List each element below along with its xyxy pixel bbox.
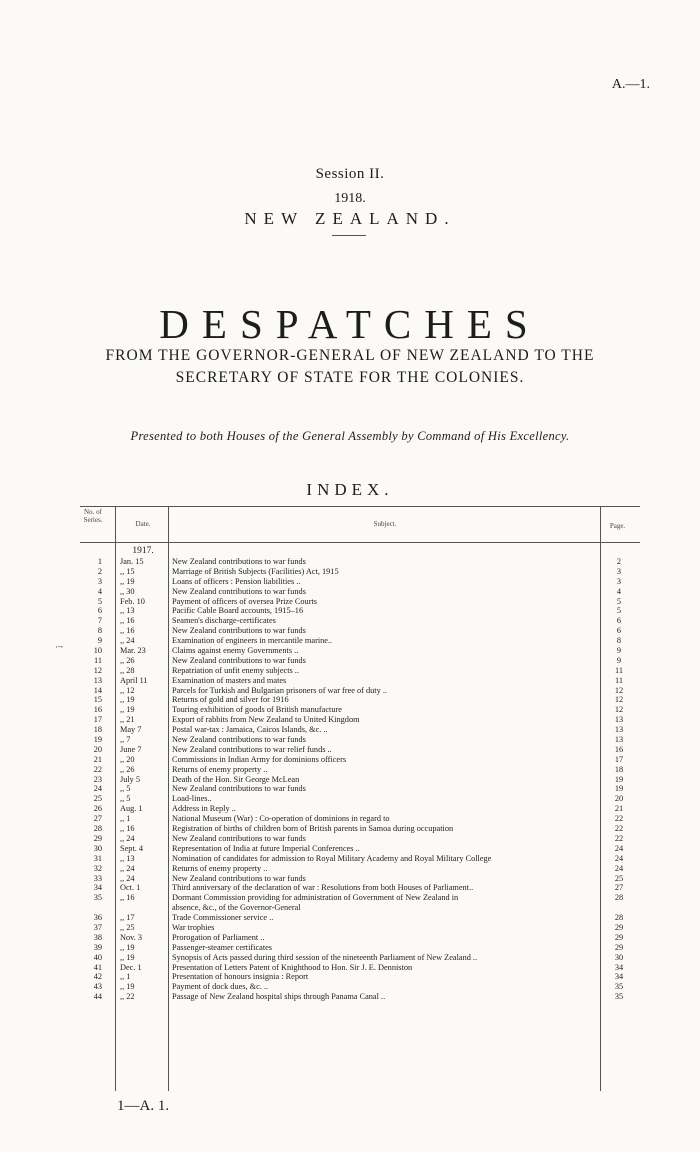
- row-subject: New Zealand contributions to war funds: [172, 557, 306, 566]
- column-header-date: Date.: [135, 520, 151, 528]
- row-subject: Pacific Cable Board accounts, 1915–16: [172, 606, 304, 616]
- row-date: ,, 24: [120, 863, 135, 873]
- table-row: [80, 953, 640, 963]
- table-row: [80, 666, 640, 676]
- session-heading: Session II.: [315, 166, 385, 182]
- row-page: 19: [614, 784, 624, 794]
- row-subject: Passage of New Zealand hospital ships through Panama Canal ..: [172, 992, 386, 1002]
- table-row: [80, 715, 640, 725]
- series-number: 27: [93, 814, 102, 824]
- row-date: ,, 25: [120, 922, 135, 932]
- row-subject: Payment of dock dues, &c. ..: [172, 982, 269, 992]
- presented-note: Presented to both Houses of the General Assembly by Command of His Excellency.: [130, 429, 570, 443]
- row-date: ,, 21: [120, 715, 135, 725]
- row-subject: Dormant Commission providing for administration of Government of New Zealand in: [172, 893, 459, 903]
- table-row: [80, 972, 640, 982]
- row-subject: War trophies: [172, 922, 215, 932]
- row-date: ,, 16: [120, 824, 135, 834]
- row-subject: Returns of gold and silver for 1916: [172, 695, 289, 705]
- row-date: June 7: [120, 744, 142, 754]
- row-subject: Claims against enemy Governments ..: [172, 646, 299, 656]
- index-table-body: [80, 557, 640, 1002]
- table-row: [80, 933, 640, 943]
- table-row: [80, 745, 640, 755]
- row-subject: Address in Reply ..: [172, 804, 236, 814]
- row-page: 16: [614, 744, 624, 754]
- table-row: [80, 982, 640, 992]
- row-date: May 7: [120, 725, 142, 735]
- series-number: 40: [93, 952, 102, 962]
- row-page: 6: [616, 616, 622, 626]
- row-page: 24: [614, 853, 624, 863]
- row-page: 18: [614, 764, 624, 774]
- table-row: [80, 844, 640, 854]
- series-number: 3: [97, 576, 102, 586]
- subtitle-line-1: FROM THE GOVERNOR-GENERAL OF NEW ZEALAND TO THE: [105, 347, 595, 364]
- series-number: 2: [97, 566, 102, 576]
- row-page: 30: [614, 952, 624, 962]
- row-subject: Touring exhibition of goods of British manufacture: [172, 705, 342, 715]
- row-subject: New Zealand contributions to war funds: [172, 873, 306, 883]
- series-number: 11: [94, 655, 102, 665]
- series-number: 35: [93, 893, 102, 903]
- table-row: [80, 893, 640, 903]
- row-page: 24: [614, 863, 624, 873]
- row-subject: Synopsis of Acts passed during third session of the nineteenth Parliament of New Zealand ..: [172, 952, 478, 962]
- table-row: [80, 814, 640, 824]
- row-page: 35: [614, 982, 624, 992]
- row-subject: Returns of enemy property ..: [172, 863, 268, 873]
- row-date: ,, 17: [120, 913, 135, 923]
- series-number: 41: [93, 962, 102, 972]
- document-subtitle: [0, 345, 700, 389]
- row-page: 5: [616, 606, 622, 616]
- row-page: 12: [614, 705, 624, 715]
- row-subject: Load-lines..: [172, 794, 212, 804]
- index-year: 1917.: [132, 546, 154, 556]
- series-number: 23: [93, 774, 102, 784]
- row-page: 34: [614, 972, 624, 982]
- subtitle-line-2: SECRETARY OF STATE FOR THE COLONIES.: [175, 369, 525, 386]
- row-page: 13: [614, 715, 624, 725]
- table-row: [80, 775, 640, 785]
- row-subject: Returns of enemy property ..: [172, 764, 268, 774]
- row-date: ,, 1: [120, 814, 131, 824]
- row-subject: Registration of births of children born of British parents in Samoa during occupation: [172, 824, 454, 834]
- row-date: Feb. 10: [120, 596, 145, 606]
- row-date: Oct. 1: [120, 883, 141, 893]
- table-row: [80, 656, 640, 666]
- short-rule: [332, 235, 366, 236]
- row-page: 20: [614, 794, 624, 804]
- row-subject: National Museum (War) : Co-operation of dominions in regard to: [172, 814, 390, 824]
- table-row: [80, 883, 640, 893]
- row-subject: New Zealand contributions to war funds: [172, 784, 306, 794]
- series-number: 6: [97, 606, 102, 616]
- series-number: 5: [97, 596, 102, 606]
- row-date: ,, 16: [120, 626, 135, 636]
- row-page: 19: [614, 774, 624, 784]
- row-date: Nov. 3: [120, 932, 143, 942]
- row-date: ,, 24: [120, 873, 135, 883]
- column-header-subject: Subject.: [373, 520, 397, 528]
- table-row: [80, 725, 640, 735]
- row-date: ,, 5: [120, 794, 131, 804]
- row-subject: Nomination of candidates for admission to Royal Military Academy and Royal Military College: [172, 853, 492, 863]
- table-top-rule: [80, 506, 640, 507]
- row-date: ,, 20: [120, 754, 135, 764]
- table-row: [80, 636, 640, 646]
- row-date: ,, 1: [120, 972, 131, 982]
- series-number: 4: [97, 586, 102, 596]
- row-subject: Trade Commissioner service ..: [172, 913, 274, 923]
- series-number: 12: [93, 665, 102, 675]
- table-row: [80, 874, 640, 884]
- index-heading: INDEX.: [306, 480, 394, 499]
- table-row: [80, 923, 640, 933]
- row-page: 29: [614, 922, 624, 932]
- row-page: 9: [616, 646, 622, 656]
- row-date: ,, 13: [120, 853, 135, 863]
- table-row: [80, 616, 640, 626]
- row-page: 28: [614, 913, 624, 923]
- table-row: [80, 705, 640, 715]
- series-number: 34: [93, 883, 102, 893]
- series-number: 36: [93, 913, 102, 923]
- table-row: [80, 676, 640, 686]
- row-date: ,, 16: [120, 893, 135, 903]
- series-number: 13: [93, 675, 102, 685]
- table-row: [80, 597, 640, 607]
- row-date: ,, 7: [120, 735, 131, 745]
- row-subject: Parcels for Turkish and Bulgarian prisoners of war free of duty ..: [172, 685, 387, 695]
- row-subject: New Zealand contributions to war funds: [172, 626, 306, 636]
- series-number: 38: [93, 932, 102, 942]
- row-date: ,, 24: [120, 636, 135, 646]
- page-footer: 1—A. 1.: [117, 1098, 170, 1114]
- row-subject: Presentation of honours insignia : Report: [172, 972, 309, 982]
- table-row: [80, 606, 640, 616]
- row-date: ,, 19: [120, 576, 135, 586]
- row-subject: Representation of India at future Imperial Conferences ..: [172, 843, 360, 853]
- row-page: 2: [616, 557, 622, 566]
- series-number: 18: [93, 725, 102, 735]
- row-page: 6: [616, 626, 622, 636]
- table-row: [80, 903, 640, 913]
- row-date: ,, 26: [120, 655, 135, 665]
- row-page: 12: [614, 685, 624, 695]
- row-page: 22: [614, 814, 624, 824]
- row-page: 4: [616, 586, 622, 596]
- table-row: [80, 735, 640, 745]
- row-page: 3: [616, 576, 622, 586]
- row-subject: Commissions in Indian Army for dominions officers: [172, 754, 347, 764]
- table-row: [80, 963, 640, 973]
- table-row: [80, 587, 640, 597]
- row-date: ,, 26: [120, 764, 135, 774]
- series-number: 31: [93, 853, 102, 863]
- row-date: ,, 19: [120, 705, 135, 715]
- series-number: 39: [93, 942, 102, 952]
- table-row: [80, 854, 640, 864]
- row-date: ,, 5: [120, 784, 131, 794]
- series-number: 30: [93, 843, 102, 853]
- series-number: 7: [97, 616, 102, 626]
- row-date: ,, 19: [120, 942, 135, 952]
- table-row: [80, 755, 640, 765]
- row-subject: New Zealand contributions to war funds: [172, 586, 306, 596]
- table-row: [80, 804, 640, 814]
- row-date: ,, 19: [120, 695, 135, 705]
- table-row: [80, 686, 640, 696]
- row-date: Dec. 1: [120, 962, 142, 972]
- table-row: [80, 784, 640, 794]
- row-date: ,, 28: [120, 665, 135, 675]
- row-date: Mar. 23: [120, 646, 146, 656]
- row-page: 28: [614, 893, 624, 903]
- series-number: 33: [93, 873, 102, 883]
- row-subject: Death of the Hon. Sir George McLean: [172, 774, 300, 784]
- series-number: 9: [97, 636, 102, 646]
- series-number: 8: [97, 626, 102, 636]
- row-subject: Prorogation of Parliament ..: [172, 932, 265, 942]
- row-subject: New Zealand contributions to war funds: [172, 735, 306, 745]
- row-page: 29: [614, 932, 624, 942]
- series-number: 24: [93, 784, 102, 794]
- row-subject: Third anniversary of the declaration of war : Resolutions from both Houses of Parliament..: [172, 883, 474, 893]
- table-row: [80, 765, 640, 775]
- row-date: ,, 12: [120, 685, 135, 695]
- row-page: 13: [614, 735, 624, 745]
- row-page: 3: [616, 566, 622, 576]
- row-date: Sept. 4: [120, 843, 144, 853]
- row-page: 12: [614, 695, 624, 705]
- table-row: [80, 794, 640, 804]
- row-subject: Export of rabbits from New Zealand to United Kingdom: [172, 715, 360, 725]
- row-page: 9: [616, 655, 622, 665]
- row-date: ,, 15: [120, 566, 135, 576]
- row-page: 29: [614, 942, 624, 952]
- margin-mark: ⋅ ̶⋅: [55, 642, 64, 652]
- row-date: July 5: [120, 774, 141, 784]
- table-row: [80, 824, 640, 834]
- series-number: 19: [93, 735, 102, 745]
- table-row: [80, 695, 640, 705]
- series-number: 42: [93, 972, 102, 982]
- series-number: 32: [93, 863, 102, 873]
- row-date: Jan. 15: [120, 557, 144, 566]
- table-row: [80, 567, 640, 577]
- table-row: [80, 864, 640, 874]
- row-page: 21: [614, 804, 624, 814]
- table-row: [80, 577, 640, 587]
- row-subject: Postal war-tax : Jamaica, Caicos Islands, &c. ..: [172, 725, 328, 735]
- row-date: ,, 16: [120, 616, 135, 626]
- row-subject: absence, &c., of the Governor-General: [172, 903, 301, 913]
- row-subject: New Zealand contributions to war relief funds ..: [172, 744, 332, 754]
- series-number: 28: [93, 824, 102, 834]
- row-subject: Examination of engineers in mercantile marine..: [172, 636, 333, 646]
- row-subject: Marriage of British Subjects (Facilities) Act, 1915: [172, 566, 339, 576]
- row-page: 24: [614, 843, 624, 853]
- row-subject: New Zealand contributions to war funds: [172, 655, 306, 665]
- row-page: 27: [614, 883, 624, 893]
- series-number: 10: [93, 646, 102, 656]
- column-header-page: Page.: [609, 522, 626, 530]
- row-page: 8: [616, 636, 622, 646]
- row-page: 11: [615, 665, 623, 675]
- series-number: 26: [93, 804, 102, 814]
- series-number: 15: [93, 695, 102, 705]
- row-subject: Loans of officers : Pension liabilities ..: [172, 576, 301, 586]
- series-number: 17: [93, 715, 102, 725]
- table-row: [80, 646, 640, 656]
- row-page: 22: [614, 824, 624, 834]
- series-number: 44: [93, 992, 102, 1002]
- document-reference: A.—1.: [611, 77, 650, 92]
- row-page: 34: [614, 962, 624, 972]
- row-date: April 11: [120, 675, 148, 685]
- country-heading: NEW ZEALAND.: [244, 209, 456, 228]
- series-number: 37: [93, 922, 102, 932]
- table-row: [80, 992, 640, 1002]
- row-page: 17: [614, 754, 624, 764]
- row-date: ,, 24: [120, 833, 135, 843]
- row-subject: Seamen's discharge-certificates: [172, 616, 276, 626]
- table-row: [80, 913, 640, 923]
- table-row: [80, 557, 640, 567]
- row-subject: Examination of masters and mates: [172, 675, 287, 685]
- table-row: [80, 943, 640, 953]
- series-number: 22: [93, 764, 102, 774]
- row-subject: New Zealand contributions to war funds: [172, 833, 306, 843]
- row-page: 25: [614, 873, 624, 883]
- year-heading: 1918.: [334, 191, 366, 206]
- row-page: 22: [614, 833, 624, 843]
- row-page: 11: [615, 675, 623, 685]
- table-row: [80, 626, 640, 636]
- series-number: 25: [93, 794, 102, 804]
- row-subject: Passenger-steamer certificates: [172, 942, 273, 952]
- series-number: 1: [97, 557, 102, 566]
- table-row: [80, 834, 640, 844]
- row-subject: Repatriation of unfit enemy subjects ..: [172, 665, 299, 675]
- row-date: Aug. 1: [120, 804, 143, 814]
- document-title: DESPATCHES: [159, 301, 541, 347]
- row-page: 35: [614, 992, 624, 1002]
- row-subject: Payment of officers of oversea Prize Courts: [172, 596, 318, 606]
- row-page: 13: [614, 725, 624, 735]
- row-date: ,, 30: [120, 586, 135, 596]
- series-number: 21: [93, 754, 102, 764]
- series-number: 43: [93, 982, 102, 992]
- row-date: ,, 19: [120, 952, 135, 962]
- row-date: ,, 22: [120, 992, 135, 1002]
- series-number: 16: [93, 705, 102, 715]
- row-subject: Presentation of Letters Patent of Knighthood to Hon. Sir J. E. Denniston: [172, 962, 413, 972]
- row-date: ,, 19: [120, 982, 135, 992]
- row-date: ,, 13: [120, 606, 135, 616]
- row-page: 5: [616, 596, 622, 606]
- series-number: 14: [93, 685, 102, 695]
- series-number: 29: [93, 833, 102, 843]
- column-header-no: No. of Series.: [83, 508, 103, 524]
- series-number: 20: [93, 744, 102, 754]
